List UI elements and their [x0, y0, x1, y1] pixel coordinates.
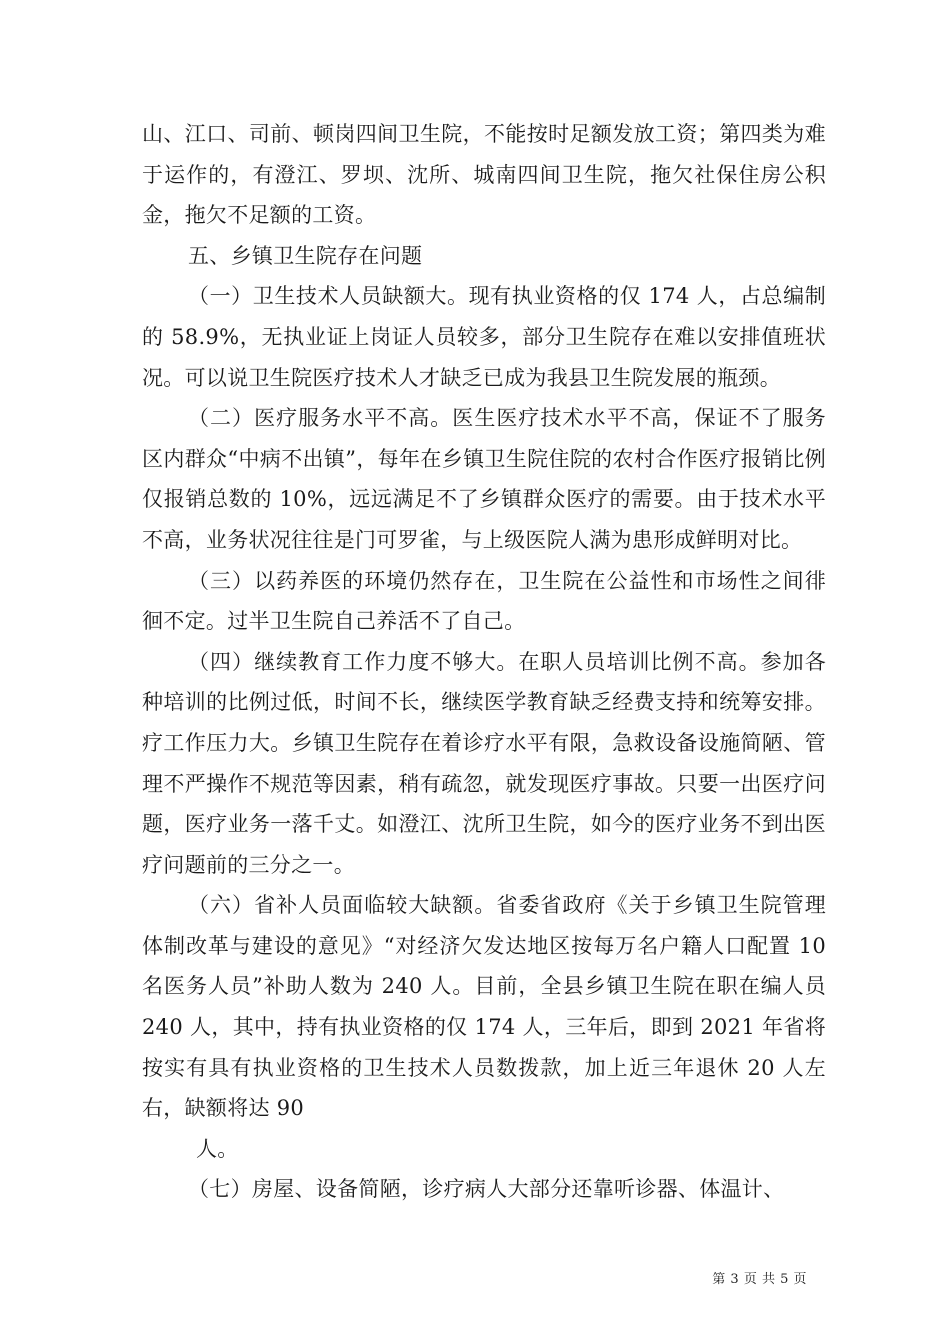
page-number: 第 3 页 共 5 页 [712, 1272, 807, 1287]
document-body [142, 114, 826, 1210]
paragraph-item-7: （七）房屋、设备简陋，诊疗病人大部分还靠听诊器、体温计、 [188, 1177, 785, 1202]
paragraph-item-6-tail: 人。 [196, 1136, 239, 1161]
paragraph-item-3: （三）以药养医的环境仍然存在，卫生院在公益性和市场性之间徘徊不定。过半卫生院自己养活不了自己。 [142, 568, 826, 634]
paragraph-continuation: 山、江口、司前、顿岗四间卫生院，不能按时足额发放工资；第四类为难于运作的，有澄江、罗坝、沈所、城南四间卫生院，拖欠社保住房公积金，拖欠不足额的工资。 [142, 122, 826, 228]
section-heading: 五、乡镇卫生院存在问题 [188, 243, 423, 268]
paragraph-item-4: （四）继续教育工作力度不够大。在职人员培训比例不高。参加各种培训的比例过低，时间不长，继续医学教育缺乏经费支持和统筹安排。疗工作压力大。乡镇卫生院存在着诊疗水平有限，急救设备设施简陋、管理不严操作不规范等因素，稍有疏忽，就发现医疗事故。只要一出医疗问题，医疗业务一落千丈。如澄江、沈所卫生院，如今的医疗业务不到出医疗问题前的三分之一。 [142, 649, 826, 877]
paragraph-item-2: （二）医疗服务水平不高。医生医疗技术水平不高，保证不了服务区内群众“中病不出镇”，每年在乡镇卫生院住院的农村合作医疗报销比例仅报销总数的 10%，远远满足不了乡镇群众医疗的需要。由于技术水平不高，业务状况往往是门可罗雀，与上级医院人满为患形成鲜明对比。 [142, 406, 826, 552]
paragraph-item-1: （一）卫生技术人员缺额大。现有执业资格的仅 174 人，占总编制的 58.9%，无执业证上岗证人员较多，部分卫生院存在难以安排值班状况。可以说卫生院医疗技术人才缺乏已成为我县卫生院发展的瓶颈。 [142, 284, 826, 390]
paragraph-item-6: （六）省补人员面临较大缺额。省委省政府《关于乡镇卫生院管理体制改革与建设的意见》“对经济欠发达地区按每万名户籍人口配置 10 名医务人员”补助人数为 240 人。目前，全县乡镇卫生院在职在编人员 240 人，其中，持有执业资格的仅 174 人，三年后，即到 2021 年省将按实有具有执业资格的卫生技术人员数拨款，加上近三年退休 20 人左右，缺额将达 90 [142, 893, 826, 1121]
